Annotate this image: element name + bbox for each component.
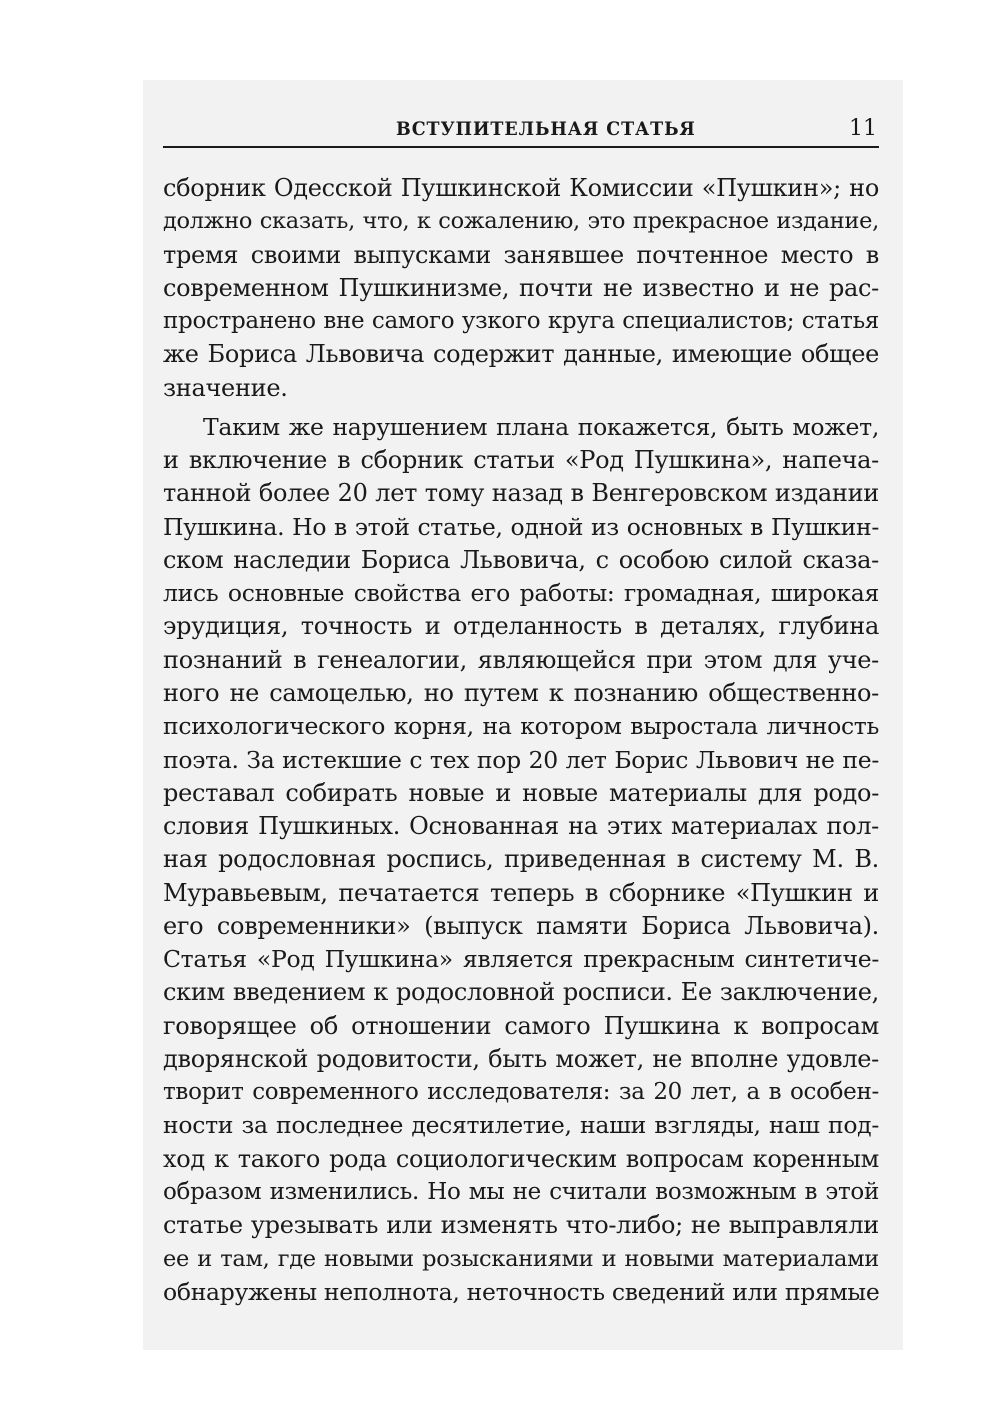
- text-line: дворянской родовитости, быть может, не вполне удовле-: [163, 1044, 879, 1073]
- text-line: ная родословная роспись, приведенная в систему М. В.: [163, 845, 879, 874]
- text-line: же Бориса Львовича содержит данные, имеющие общее: [163, 340, 879, 369]
- text-line: образом изменились. Но мы не считали возможным в этой: [163, 1178, 879, 1205]
- paragraph-1: [163, 172, 879, 405]
- text-line: ход к такого рода социологическим вопросам коренным: [163, 1144, 879, 1173]
- text-line: творит современного исследователя: за 20 лет, а в особен-: [163, 1079, 879, 1106]
- text-line: Муравьевым, печатается теперь в сборнике «Пушкин и: [163, 878, 879, 907]
- paragraph-2: [163, 411, 879, 1309]
- text-line: словия Пушкиных. Основанная на этих материалах пол-: [163, 812, 879, 841]
- text-line: пространено вне самого узкого круга специалистов; статья: [163, 308, 879, 335]
- text-line: должно сказать, что, к сожалению, это прекрасное издание,: [163, 208, 879, 235]
- text-line: Таким же нарушением плана покажется, быть может,: [203, 412, 879, 441]
- running-head: [163, 112, 879, 148]
- text-line: современном Пушкинизме, почти не известно и не рас-: [163, 273, 879, 302]
- text-line: Статья «Род Пушкина» является прекрасным синтетиче-: [163, 945, 879, 974]
- text-line: поэта. За истекшие с тех пор 20 лет Борис Львович не пе-: [163, 745, 879, 774]
- text-line: ским введением к родословной росписи. Ее заключение,: [163, 978, 879, 1007]
- page-number: 11: [849, 116, 877, 141]
- text-line: танной более 20 лет тому назад в Венгеровском издании: [163, 479, 879, 508]
- text-line: эрудиция, точность и отделанность в деталях, глубина: [163, 612, 879, 641]
- text-line: лись основные свойства его работы: громадная, широкая: [163, 579, 879, 608]
- text-line: и включение в сборник статьи «Род Пушкина», напеча-: [163, 446, 879, 475]
- text-line: ного не самоцелью, но путем к познанию общественно-: [163, 678, 879, 707]
- text-line: тремя своими выпусками занявшее почтенное место в: [163, 240, 879, 269]
- text-line: говорящее об отношении самого Пушкина к вопросам: [163, 1011, 879, 1040]
- text-line: значение.: [163, 373, 288, 402]
- text-line: познаний в генеалогии, являющейся при этом для уче-: [163, 645, 879, 674]
- body-text: [163, 172, 879, 1309]
- text-line: ском наследии Бориса Львовича, с особою силой сказа-: [163, 545, 879, 574]
- text-line: его современники» (выпуск памяти Бориса Львовича).: [163, 911, 879, 940]
- text-line: Пушкина. Но в этой статье, одной из основных в Пушкин-: [163, 512, 879, 541]
- text-line: ности за последнее десятилетие, наши взгляды, наш под-: [163, 1111, 879, 1140]
- text-line: психологического корня, на котором выростала личность: [163, 712, 879, 741]
- text-line: сборник Одесской Пушкинской Комиссии «Пушкин»; но: [163, 174, 879, 202]
- text-line: ее и там, где новыми розысканиями и новыми материалами: [163, 1245, 879, 1272]
- running-title: ВСТУПИТЕЛЬНАЯ СТАТЬЯ: [396, 118, 696, 140]
- text-line: обнаружены неполнота, неточность сведений или прямые: [163, 1277, 880, 1306]
- text-line: статье урезывать или изменять что-либо; не выправляли: [163, 1211, 879, 1240]
- text-line: реставал собирать новые и новые материалы для родо-: [163, 778, 879, 807]
